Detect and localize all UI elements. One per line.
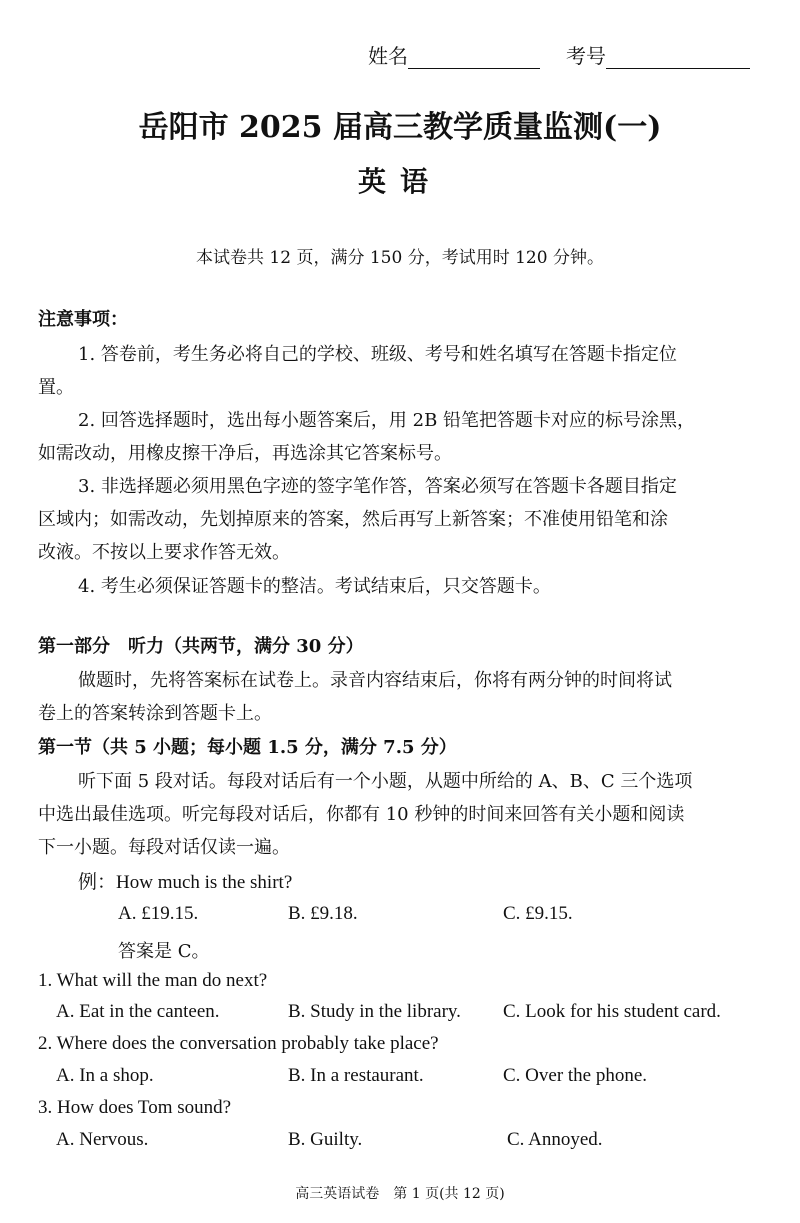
name-label: 姓名 xyxy=(368,44,408,68)
question-option: A. Nervous. xyxy=(56,1129,149,1150)
question-text: 1. What will the man do next? xyxy=(38,970,268,991)
id-label: 考号 xyxy=(566,44,606,68)
id-blank xyxy=(606,46,750,69)
part1-heading: 第一部分 听力（共两节，满分 30 分） xyxy=(38,636,364,657)
page-title: 岳阳市 2025 届高三教学质量监测(一) xyxy=(138,110,662,145)
id-field xyxy=(566,40,750,69)
notice-line: 如需改动，用橡皮擦干净后，再选涂其它答案标号。 xyxy=(38,443,452,464)
notice-line: 改液。不按以上要求作答无效。 xyxy=(38,542,290,563)
section1-heading: 第一节（共 5 小题；每小题 1.5 分，满分 7.5 分） xyxy=(38,737,457,758)
section1-desc-line: 下一小题。每段对话仅读一遍。 xyxy=(38,837,290,858)
question-option: A. In a shop. xyxy=(56,1065,154,1086)
question-option: C. Over the phone. xyxy=(503,1065,648,1086)
question-option: B. Guilty. xyxy=(288,1129,363,1150)
notice-line: 4. 考生必须保证答题卡的整洁。考试结束后，只交答题卡。 xyxy=(78,576,551,597)
exam-info: 本试卷共 12 页，满分 150 分，考试用时 120 分钟。 xyxy=(196,248,604,268)
notice-line: 区域内；如需改动，先划掉原来的答案，然后再写上新答案；不准使用铅笔和涂 xyxy=(38,509,668,530)
section1-desc-line: 听下面 5 段对话。每段对话后有一个小题，从题中所给的 A、B、C 三个选项 xyxy=(78,771,693,792)
question-text: 3. How does Tom sound? xyxy=(38,1097,232,1118)
notice-line: 1. 答卷前，考生务必将自己的学校、班级、考号和姓名填写在答题卡指定位 xyxy=(78,344,677,365)
question-option: B. Study in the library. xyxy=(288,1001,461,1022)
notice-line: 置。 xyxy=(38,377,74,398)
example-option-c: C. £9.15. xyxy=(503,903,573,924)
example-option-b: B. £9.18. xyxy=(288,903,358,924)
page-footer: 高三英语试卷 第 1 页(共 12 页) xyxy=(295,1186,505,1202)
notice-line: 3. 非选择题必须用黑色字迹的签字笔作答，答案必须写在答题卡各题目指定 xyxy=(78,476,677,497)
question-option: C. Look for his student card. xyxy=(503,1001,721,1022)
notice-line: 2. 回答选择题时，选出每小题答案后，用 2B 铅笔把答题卡对应的标号涂黑， xyxy=(78,410,696,431)
section1-desc-line: 中选出最佳选项。听完每段对话后，你都有 10 秒钟的时间来回答有关小题和阅读 xyxy=(38,804,685,825)
name-blank xyxy=(408,46,540,69)
example-question: 例：How much is the shirt? xyxy=(78,872,293,893)
part1-desc-line: 做题时，先将答案标在试卷上。录音内容结束后，你将有两分钟的时间将试 xyxy=(78,670,672,691)
question-option: C. Annoyed. xyxy=(507,1129,603,1150)
part1-desc-line: 卷上的答案转涂到答题卡上。 xyxy=(38,703,272,724)
example-answer: 答案是 C。 xyxy=(118,941,210,962)
question-option: A. Eat in the canteen. xyxy=(56,1001,220,1022)
notice-heading: 注意事项： xyxy=(38,309,128,330)
name-field xyxy=(368,40,540,69)
question-text: 2. Where does the conversation probably take place? xyxy=(38,1033,439,1054)
question-option: B. In a restaurant. xyxy=(288,1065,424,1086)
example-option-a: A. £19.15. xyxy=(118,903,199,924)
subject-title: 英语 xyxy=(357,165,442,198)
